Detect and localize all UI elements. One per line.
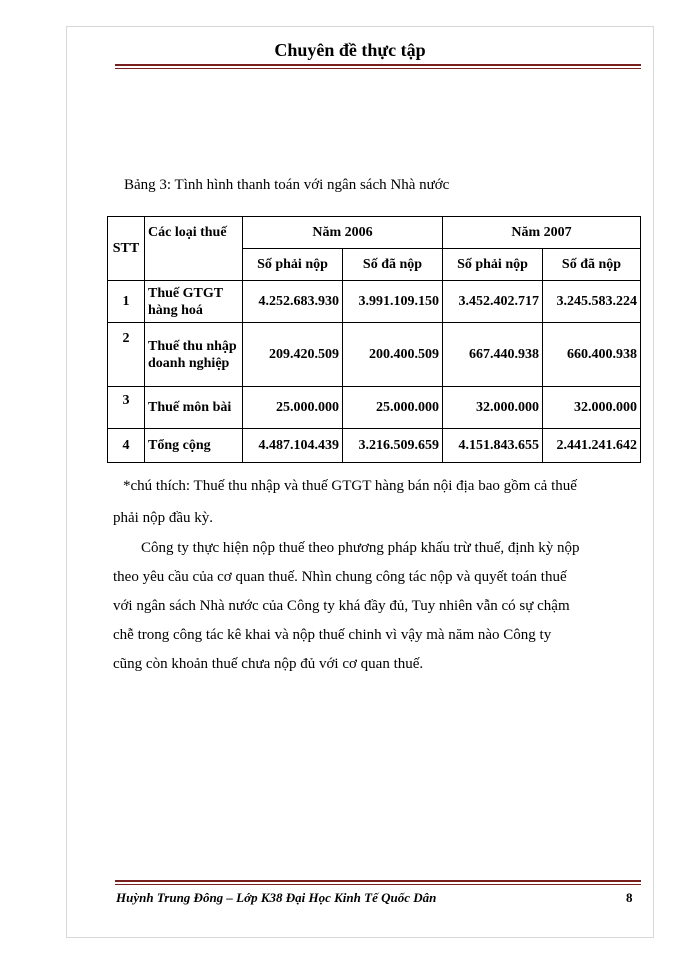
row-value: 209.420.509: [243, 323, 343, 387]
table-row-total: [108, 429, 641, 463]
note-line: *chú thích: Thuế thu nhập và thuế GTGT hàng bán nội địa bao gồm cả thuế: [123, 478, 577, 494]
table-note: [113, 470, 639, 534]
header-year-2006: Năm 2006: [243, 217, 443, 249]
paragraph-line: Công ty thực hiện nộp thuế theo phương pháp khấu trừ thuế, định kỳ nộp: [141, 540, 580, 556]
row-tax-name: Thuế môn bài: [145, 387, 243, 429]
table-row: [108, 323, 641, 387]
paragraph-line: với ngân sách Nhà nước của Công ty khá đầy đủ, Tuy nhiên vẫn có sự chậm: [113, 598, 570, 614]
subheader-cell: Số phải nộp: [243, 249, 343, 281]
subheader-cell: Số đã nộp: [543, 249, 641, 281]
row-stt: 4: [108, 429, 145, 463]
row-value: 4.487.104.439: [243, 429, 343, 463]
page-number: 8: [626, 890, 633, 905]
row-stt: 3: [108, 387, 145, 429]
row-tax-name: Thuế thu nhập doanh nghiệp: [145, 323, 243, 387]
footer-rule-thin: [115, 884, 641, 885]
note-line: phải nộp đầu kỳ.: [113, 510, 213, 526]
row-tax-name: Tổng cộng: [145, 429, 243, 463]
subheader-cell: Số phải nộp: [443, 249, 543, 281]
paragraph-line: cũng còn khoản thuế chưa nộp đủ với cơ quan thuế.: [113, 656, 424, 672]
row-value: 667.440.938: [443, 323, 543, 387]
page-header-title: Chuyên đề thực tập: [274, 40, 426, 60]
tax-payment-table: [107, 216, 641, 463]
row-value: 4.151.843.655: [443, 429, 543, 463]
row-tax-name: Thuế GTGT hàng hoá: [145, 281, 243, 323]
footer-author: Huỳnh Trung Đông – Lớp K38 Đại Học Kinh Tế Quốc Dân: [116, 890, 437, 905]
footer-rule: [115, 880, 641, 882]
row-value: 660.400.938: [543, 323, 641, 387]
row-value: 3.452.402.717: [443, 281, 543, 323]
table-caption: Bảng 3: Tình hình thanh toán với ngân sách Nhà nước: [124, 177, 450, 193]
row-value: 2.441.241.642: [543, 429, 641, 463]
row-value: 25.000.000: [343, 387, 443, 429]
row-stt: 2: [108, 323, 145, 387]
row-value: 32.000.000: [543, 387, 641, 429]
row-value: 3.991.109.150: [343, 281, 443, 323]
header-year-2007: Năm 2007: [443, 217, 641, 249]
header-stt: STT: [108, 217, 145, 281]
row-value: 32.000.000: [443, 387, 543, 429]
row-stt: 1: [108, 281, 145, 323]
header-rule-thin: [115, 68, 641, 69]
paragraph-line: chễ trong công tác kê khai và nộp thuế chinh vì vậy mà năm nào Công ty: [113, 627, 552, 643]
row-value: 25.000.000: [243, 387, 343, 429]
body-paragraph: [113, 534, 639, 679]
subheader-cell: Số đã nộp: [343, 249, 443, 281]
header-rule: [115, 64, 641, 66]
table-row: [108, 281, 641, 323]
table-row: [108, 387, 641, 429]
paragraph-line: theo yêu cầu của cơ quan thuế. Nhìn chung công tác nộp và quyết toán thuế: [113, 569, 567, 585]
row-value: 3.216.509.659: [343, 429, 443, 463]
row-value: 3.245.583.224: [543, 281, 641, 323]
row-value: 4.252.683.930: [243, 281, 343, 323]
row-value: 200.400.509: [343, 323, 443, 387]
header-tax-type: Các loại thuế: [145, 217, 243, 281]
